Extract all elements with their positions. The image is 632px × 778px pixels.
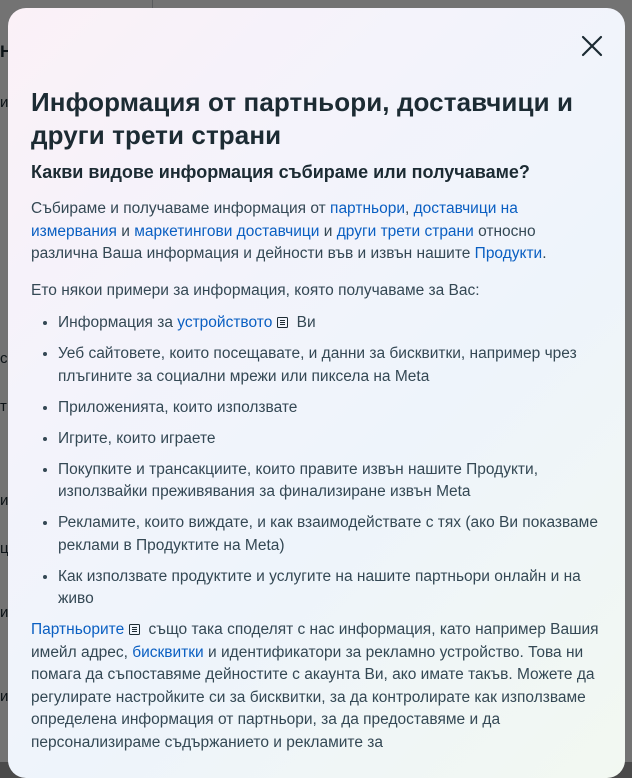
paragraph-text: и [116, 222, 135, 240]
cookies-link[interactable]: бисквитки [132, 643, 204, 661]
paragraph-text: . [542, 245, 547, 262]
paragraph-text: също така споделят с нас информация, като например Вашия имейл адрес, [31, 621, 599, 661]
list-item: • Рекламите, които виждате, и как взаимодействате с тях (ако Ви показваме реклами в Продуктите на Meta) [58, 512, 603, 557]
third-parties-link[interactable]: други трети страни [336, 222, 474, 240]
intro-paragraph [31, 198, 603, 266]
paragraph-text: , [404, 200, 414, 217]
glossary-icon[interactable] [277, 317, 288, 328]
paragraph-text: Събираме и получаваме информация от [31, 200, 331, 217]
close-button[interactable] [576, 30, 608, 62]
products-link[interactable]: Продукти [474, 245, 543, 262]
examples-intro: Ето някои примери за информация, която получаваме за Вас: [31, 281, 480, 299]
device-link[interactable]: устройството [177, 314, 273, 331]
list-item: • Игрите, които играете [58, 428, 603, 451]
partners-paragraph [31, 619, 603, 754]
marketing-vendors-link[interactable]: маркетингови доставчици [134, 222, 320, 240]
list-item: • Приложенията, които използвате [58, 397, 603, 420]
dialog-content [31, 86, 603, 754]
list-item-text: Ви [292, 314, 316, 331]
section-heading: Какви видове информация събираме или получаваме? [31, 162, 530, 182]
close-icon [581, 35, 603, 57]
paragraph-text: и идентификатори за рекламно устройство. Това ни помага да съпоставяме дейностите с акаунта Ви, ако имате такъв. Можете да регулирате настройките си за бисквитки, за да контролирате как използваме определена информация от партньори, за да предоставяме и да персонализираме съдържанието и рекламите за [31, 643, 595, 751]
list-item: • Покупките и трансакциите, които правите извън нашите Продукти, използвайки преживявания за финализиране извън Meta [58, 459, 603, 504]
paragraph-text: и [319, 222, 337, 240]
paragraph-text: относно различна Ваша информация и дейности във и извън нашите [31, 222, 536, 262]
measurement-vendors-link[interactable]: доставчици на измервания [31, 200, 518, 240]
info-dialog [8, 8, 625, 778]
examples-list [31, 312, 603, 611]
dialog-title: Информация от партньори, доставчици и други трети страни [31, 87, 574, 150]
list-item [58, 312, 603, 335]
partners-link[interactable]: партньори [330, 200, 405, 217]
list-item: • Уеб сайтовете, които посещавате, и данни за бисквитки, например чрез плъгините за социални мрежи или пиксела на Meta [58, 343, 603, 388]
glossary-icon[interactable] [129, 624, 140, 635]
partners-glossary-link[interactable]: Партньорите [31, 621, 125, 638]
list-item-text: Информация за [58, 314, 178, 331]
list-item: • Как използвате продуктите и услугите на нашите партньори онлайн и на живо [58, 566, 603, 611]
